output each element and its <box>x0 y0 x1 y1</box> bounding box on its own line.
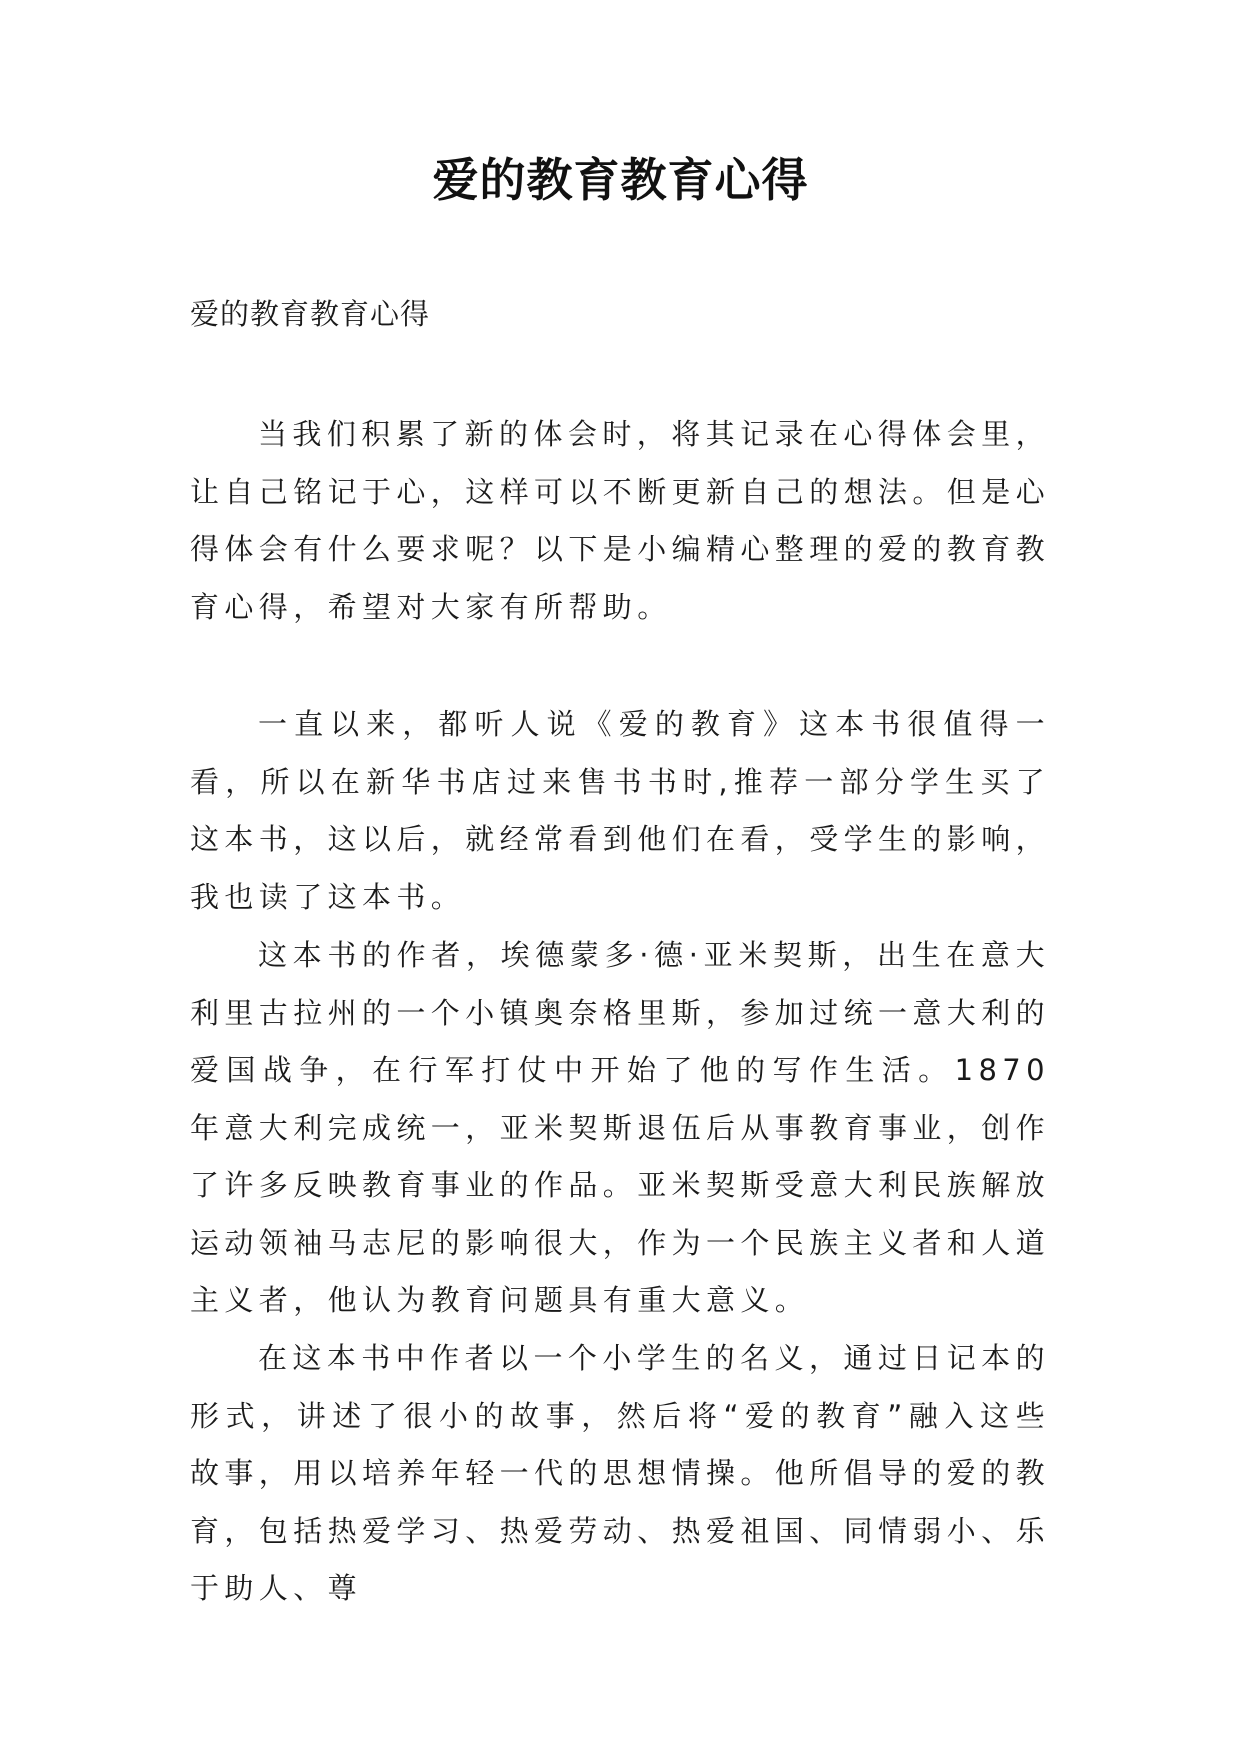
document-title: 爱的教育教育心得 <box>432 153 809 207</box>
document-subtitle: 爱的教育教育心得 <box>190 297 431 331</box>
paragraph-intro: 当我们积累了新的体会时，将其记录在心得体会里，让自己铭记于心，这样可以不断更新自己的想法。但是心得体会有什么要求呢？以下是小编精心整理的爱的教育教育心得，希望对大家有所帮助。 <box>190 417 1051 624</box>
paragraph-reading-origin: 一直以来，都听人说《爱的教育》这本书很值得一看，所以在新华书店过来售书书时,推荐一部分学生买了这本书，这以后，就经常看到他们在看，受学生的影响，我也读了这本书。 <box>190 707 1051 914</box>
paragraph-book-content: 在这本书中作者以一个小学生的名义，通过日记本的形式，讲述了很小的故事，然后将“爱的教育”融入这些故事，用以培养年轻一代的思想情操。他所倡导的爱的教育，包括热爱学习、热爱劳动、热爱祖国、同情弱小、乐于助人、尊 <box>190 1341 1051 1605</box>
paragraph-author-bio: 这本书的作者，埃德蒙多·德·亚米契斯，出生在意大利里古拉州的一个小镇奥奈格里斯，参加过统一意大利的爱国战争，在行军打仗中开始了他的写作生活。1870 年意大利完成统一，亚米契斯退伍后从事教育事业，创作了许多反映教育事业的作品。亚米契斯受意大利民族解放运动领袖马志尼的影响很大，作为一个民族主义者和人道主义者，他认为教育问题具有重大意义。 <box>190 938 1051 1317</box>
